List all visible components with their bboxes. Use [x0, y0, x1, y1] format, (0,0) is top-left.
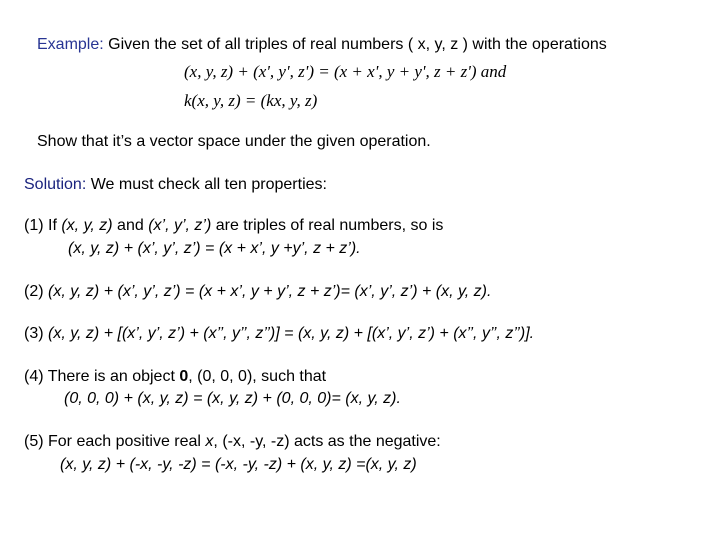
property-1-line-2: (x, y, z) + (x’, y’, z’) = (x + x’, y +y’, z + z’). [68, 240, 361, 257]
addition-formula [184, 62, 506, 82]
scalar-formula [184, 91, 317, 111]
zero-vector-symbol: 0 [179, 368, 189, 385]
property-5-number: (5) [24, 433, 44, 450]
property-4-line-2: (0, 0, 0) + (x, y, z) = (x, y, z) + (0, 0, 0)= (x, y, z). [64, 390, 401, 407]
property-5-line-1: (5) For each positive real x, (-x, -y, -z) acts as the negative: [24, 433, 441, 450]
example-text: Given the set of all triples of real numbers ( x, y, z ) with the operations [103, 36, 607, 53]
property-1-number: (1) [24, 217, 44, 234]
property-4-line-1: (4) There is an object 0, (0, 0, 0), such that [24, 368, 327, 385]
property-3-line: (3) (x, y, z) + [(x’, y’, z’) + (x’’, y’’, z’’)] = (x, y, z) + [(x’, y’, z’) + (x’’, y’’, z’’)]. [24, 325, 535, 342]
example-line [37, 36, 607, 54]
property-4-number: (4) [24, 368, 44, 385]
prompt-text: Show that it’s a vector space under the given operation. [37, 133, 431, 150]
property-1-line-1: (1) If (x, y, z) and (x’, y’, z’) are triples of real numbers, so is [24, 217, 444, 234]
property-2-line: (2) (x, y, z) + (x’, y’, z’) = (x + x’, y + y’, z + z’)= (x’, y’, z’) + (x, y, z). [24, 283, 492, 300]
example-label: Example: [37, 36, 104, 53]
solution-label: Solution: [24, 176, 87, 193]
solution-line [24, 176, 327, 194]
scalar-operation: k(x, y, z) = (kx, y, z) [184, 91, 318, 110]
property-2-number: (2) [24, 283, 44, 300]
addition-operation: (x, y, z) + (x', y', z') = (x + x', y + y', z + z') [184, 62, 477, 81]
property-3-number: (3) [24, 325, 44, 342]
and-word: and [480, 62, 507, 81]
solution-text: We must check all ten properties: [86, 176, 327, 193]
property-5-line-2: (x, y, z) + (-x, -y, -z) = (-x, -y, -z) + (x, y, z) =(x, y, z) [60, 456, 417, 473]
